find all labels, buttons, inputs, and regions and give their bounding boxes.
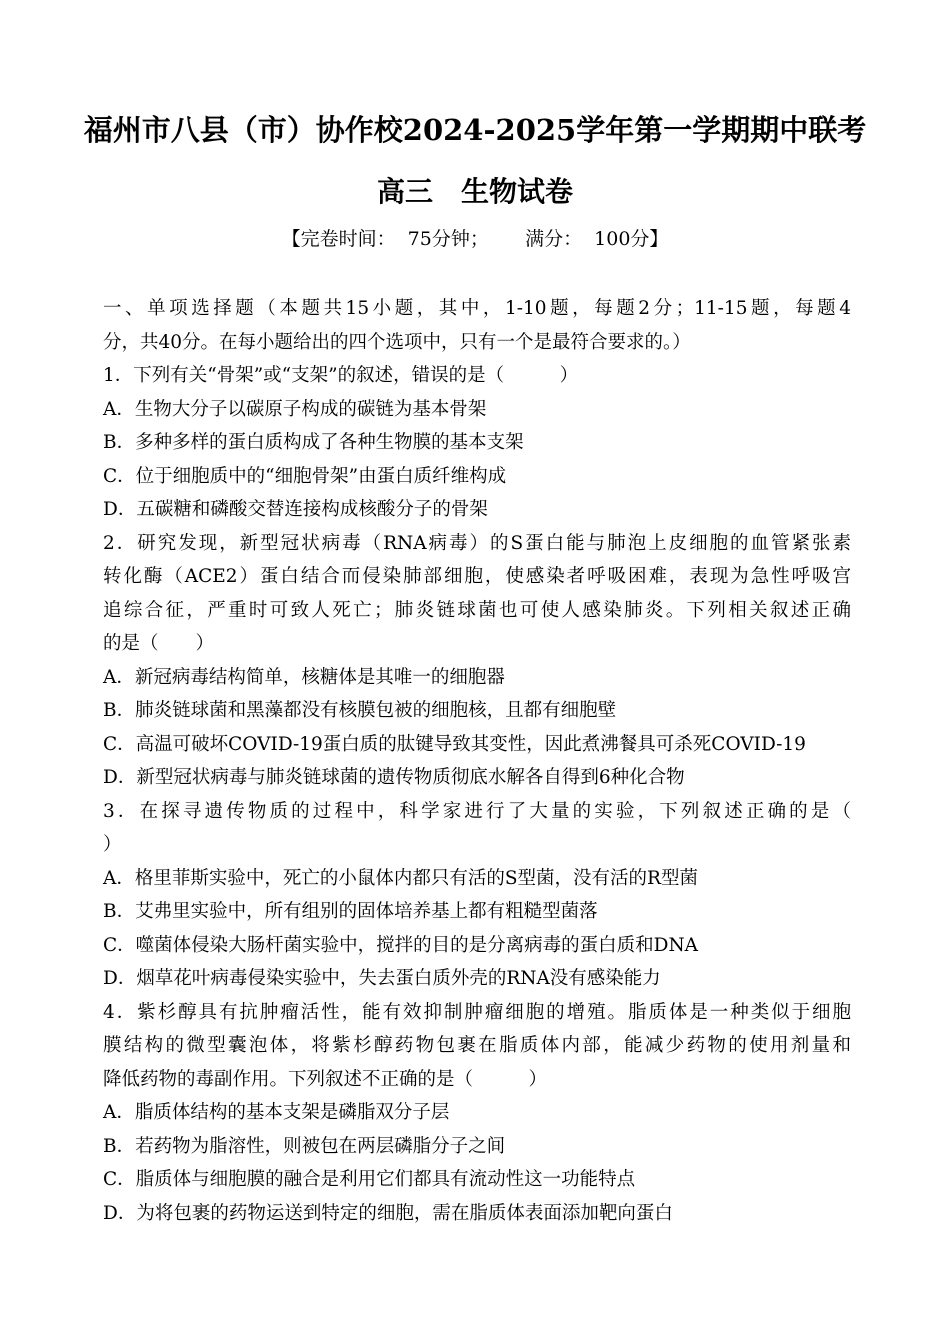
question-stem-line: 1．下列有关“骨架”或“支架”的叙述，错误的是（ ） bbox=[103, 365, 579, 386]
question-stem-line: 3．在探寻遗传物质的过程中，科学家进行了大量的实验，下列叙述正确的是（ bbox=[103, 800, 851, 822]
question-stem-line: ） bbox=[103, 834, 122, 855]
question-stem-line: 转化酶（ACE2）蛋白结合而侵染肺部细胞，使感染者呼吸困难，表现为急性呼吸宫 bbox=[103, 566, 851, 587]
option-d: D．烟草花叶病毒侵染实验中，失去蛋白质外壳的RNA没有感染能力 bbox=[103, 968, 661, 989]
option-a: A．脂质体结构的基本支架是磷脂双分子层 bbox=[103, 1102, 450, 1123]
option-b: B．艾弗里实验中，所有组别的固体培养基上都有粗糙型菌落 bbox=[103, 901, 598, 922]
option-c: C．脂质体与细胞膜的融合是利用它们都具有流动性这一功能特点 bbox=[103, 1169, 636, 1190]
option-a: A．生物大分子以碳原子构成的碳链为基本骨架 bbox=[103, 398, 487, 420]
question-3 bbox=[103, 795, 851, 996]
option-b: B．若药物为脂溶性，则被包在两层磷脂分子之间 bbox=[103, 1135, 506, 1157]
option-a: A．新冠病毒结构简单，核糖体是其唯一的细胞器 bbox=[103, 666, 505, 688]
section-heading-line: 分，共40分。在每小题给出的四个选项中，只有一个是最符合要求的。） bbox=[103, 331, 691, 353]
option-d: D．五碳糖和磷酸交替连接构成核酸分子的骨架 bbox=[103, 499, 488, 520]
question-stem-line: 4．紫杉醇具有抗肿瘤活性，能有效抑制肿瘤细胞的增殖。脂质体是一种类似于细胞 bbox=[103, 1001, 851, 1023]
question-2 bbox=[103, 527, 851, 795]
question-stem-line: 2．研究发现，新型冠状病毒（RNA病毒）的S蛋白能与肺泡上皮细胞的血管紧张素 bbox=[103, 532, 851, 554]
question-stem-line: 降低药物的毒副作用。下列叙述不正确的是（ ） bbox=[103, 1068, 548, 1090]
option-b: B．肺炎链球菌和黑藻都没有核膜包被的细胞核，且都有细胞壁 bbox=[103, 700, 617, 721]
option-a: A．格里菲斯实验中，死亡的小鼠体内都只有活的S型菌，没有活的R型菌 bbox=[103, 867, 698, 889]
section-heading-line: 一、单项选择题（本题共15小题，其中，1-10题，每题2分；11-15题，每题4 bbox=[103, 298, 851, 319]
exam-subtitle: 高三 生物试卷 bbox=[376, 175, 573, 208]
question-stem-line: 的是（ ） bbox=[103, 633, 215, 654]
option-c: C．噬菌体侵染大肠杆菌实验中，搅拌的目的是分离病毒的蛋白质和DNA bbox=[103, 934, 699, 956]
option-c: C．位于细胞质中的“细胞骨架”由蛋白质纤维构成 bbox=[103, 465, 507, 487]
option-d: D．新型冠状病毒与肺炎链球菌的遗传物质彻底水解各自得到6种化合物 bbox=[103, 767, 685, 788]
option-c: C．高温可破坏COVID-19蛋白质的肽键导致其变性，因此煮沸餐具可杀死COVID-19 bbox=[103, 733, 806, 755]
question-1 bbox=[103, 359, 851, 527]
option-b: B．多种多样的蛋白质构成了各种生物膜的基本支架 bbox=[103, 432, 524, 453]
question-stem-line: 追综合征，严重时可致人死亡；肺炎链球菌也可使人感染肺炎。下列相关叙述正确 bbox=[103, 599, 851, 621]
exam-info: 【完卷时间： 75分钟； 满分： 100分】 bbox=[281, 228, 669, 250]
exam-title: 福州市八县（市）协作校2024-2025学年第一学期期中联考 bbox=[83, 113, 867, 147]
question-4 bbox=[103, 996, 851, 1231]
option-d: D．为将包裹的药物运送到特定的细胞，需在脂质体表面添加靶向蛋白 bbox=[103, 1202, 673, 1224]
question-section bbox=[103, 292, 851, 1230]
question-stem-line: 膜结构的微型囊泡体，将紫杉醇药物包裹在脂质体内部，能减少药物的使用剂量和 bbox=[103, 1035, 851, 1056]
